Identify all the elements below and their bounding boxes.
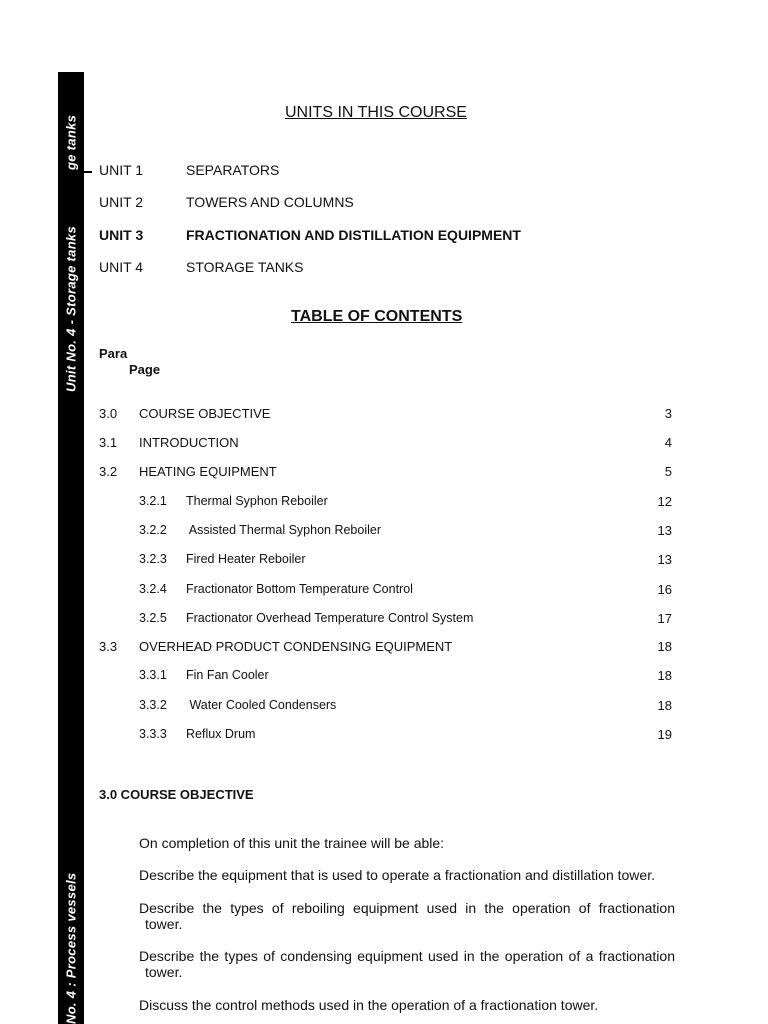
section-heading: 3.0 COURSE OBJECTIVE: [99, 787, 254, 802]
objective-item: [139, 997, 675, 1013]
toc-sub-title: Thermal Syphon Reboiler: [186, 494, 328, 508]
toc-sub-title: Assisted Thermal Syphon Reboiler: [186, 523, 382, 537]
toc-title: HEATING EQUIPMENT: [139, 464, 277, 479]
toc-page: 3: [664, 406, 672, 421]
toc-sub-number: 3.2.2: [139, 523, 167, 537]
toc-sub-number: 3.2.4: [139, 582, 167, 596]
toc-sub-title: Fin Fan Cooler: [186, 668, 269, 682]
objective-line: Describe the types of reboiling equipment used in the operation of fractionation: [139, 900, 675, 916]
toc-title: OVERHEAD PRODUCT CONDENSING EQUIPMENT: [139, 639, 453, 654]
toc-page: 13: [657, 523, 672, 538]
unit-name: SEPARATORS: [186, 162, 280, 178]
unit-name: TOWERS AND COLUMNS: [186, 194, 354, 210]
toc-page: 18: [657, 698, 672, 713]
toc-sub-number: 3.3.3: [139, 727, 167, 741]
toc-col-para: Para: [99, 346, 128, 361]
objective-line: tower.: [145, 964, 183, 980]
unit-number: UNIT 2: [99, 194, 144, 210]
unit-number: UNIT 1: [99, 162, 144, 178]
unit-number: UNIT 4: [99, 259, 144, 275]
toc-sub-number: 3.3.2: [139, 698, 167, 712]
side-label-unit: Unit No. 4 - Storage tanks: [63, 226, 79, 392]
toc-title: INTRODUCTION: [139, 435, 239, 450]
toc-page: 13: [657, 552, 672, 567]
toc-number: 3.1: [99, 435, 118, 450]
toc-col-page: Page: [129, 362, 161, 377]
toc-sub-title: Fired Heater Reboiler: [186, 552, 306, 566]
toc-page: 18: [657, 639, 672, 654]
unit-name: STORAGE TANKS: [186, 259, 304, 275]
units-heading: UNITS IN THIS COURSE: [285, 104, 467, 121]
side-label-top: ge tanks: [63, 114, 79, 170]
toc-sub-title: Reflux Drum: [186, 727, 256, 741]
side-bar-notch: [84, 171, 92, 173]
toc-number: 3.3: [99, 639, 118, 654]
toc-page: 19: [657, 727, 672, 742]
objective-item: [139, 867, 675, 883]
toc-title: COURSE OBJECTIVE: [139, 406, 271, 421]
toc-sub-title: Water Cooled Condensers: [186, 698, 337, 712]
objective-line: Describe the equipment that is used to operate a fractionation and distillation tower.: [139, 867, 655, 883]
objective-intro: On completion of this unit the trainee will be able:: [139, 835, 445, 851]
toc-sub-number: 3.2.3: [139, 552, 167, 566]
toc-sub-number: 3.2.1: [139, 494, 167, 508]
toc-page: 17: [657, 611, 672, 626]
objective-line: tower.: [145, 916, 183, 932]
unit-number-current: UNIT 3: [99, 227, 144, 243]
side-bar: [58, 72, 84, 1024]
toc-page: 18: [657, 668, 672, 683]
toc-page: 16: [657, 582, 672, 597]
objective-item: [139, 900, 675, 932]
toc-page: 12: [657, 494, 672, 509]
unit-name-current: FRACTIONATION AND DISTILLATION EQUIPMENT: [186, 227, 521, 243]
toc-sub-title: Fractionator Overhead Temperature Control System: [186, 611, 474, 625]
toc-sub-title: Fractionator Bottom Temperature Control: [186, 582, 413, 596]
objective-item: [139, 948, 675, 980]
toc-sub-number: 3.3.1: [139, 668, 167, 682]
objective-line: Discuss the control methods used in the operation of a fractionation tower.: [139, 997, 599, 1013]
toc-page: 4: [664, 435, 672, 450]
objective-line: Describe the types of condensing equipment used in the operation of a fractionation: [139, 948, 675, 964]
toc-page: 5: [664, 464, 672, 479]
toc-sub-number: 3.2.5: [139, 611, 167, 625]
toc-heading: TABLE OF CONTENTS: [291, 308, 463, 325]
toc-number: 3.0: [99, 406, 118, 421]
toc-number: 3.2: [99, 464, 118, 479]
side-label-process: No. 4 : Process vessels: [63, 872, 79, 1024]
